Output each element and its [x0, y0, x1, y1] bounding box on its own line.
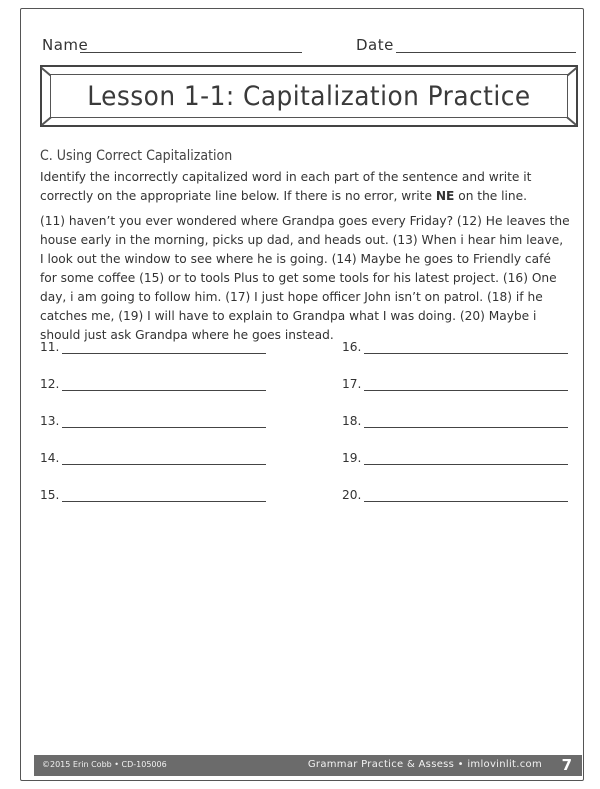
answer-number: 18. [342, 414, 362, 428]
date-label: Date [356, 36, 394, 54]
answer-row [342, 451, 582, 488]
answer-line[interactable] [364, 464, 568, 465]
answer-number: 13. [40, 414, 60, 428]
answer-line[interactable] [364, 501, 568, 502]
footer-bar [34, 755, 582, 776]
passage-paragraph: (11) haven’t you ever wondered where Grandpa goes every Friday? (12) He leaves the house early in the morning, picks up dad, and heads out. (13) When i hear him leave, I look out the window to see where he is going. (14) Maybe he goes to Friendly café for some coffee (15) or to tools Plus to get some tools for his latest project. (16) One day, i am going to follow him. (17) I just hope officer John isn’t on patrol. (18) if he catches me, (19) I will have to explain to Grandpa what I was doing. (20) Maybe i should just ask Grandpa where he goes instead. [40, 214, 570, 342]
instructions-ne: NE [435, 189, 455, 203]
title-inner-frame [50, 74, 568, 118]
answer-line[interactable] [364, 390, 568, 391]
answer-number: 20. [342, 488, 362, 502]
answer-number: 14. [40, 451, 60, 465]
answer-row [342, 340, 582, 377]
answer-number: 16. [342, 340, 362, 354]
section-heading: C. Using Correct Capitalization [40, 148, 233, 164]
answer-row [40, 451, 280, 488]
answer-row [40, 340, 280, 377]
date-line[interactable] [396, 52, 576, 53]
answer-row [342, 414, 582, 451]
answer-row [40, 488, 280, 525]
name-date-row [42, 36, 580, 58]
answer-row [342, 488, 582, 525]
answer-line[interactable] [364, 427, 568, 428]
name-label: Name [42, 36, 89, 54]
answer-line[interactable] [62, 464, 266, 465]
answer-row [40, 414, 280, 451]
answer-line[interactable] [364, 353, 568, 354]
answer-number: 15. [40, 488, 60, 502]
answer-number: 11. [40, 340, 60, 354]
page-number: 7 [561, 756, 572, 774]
answer-number: 19. [342, 451, 362, 465]
name-line[interactable] [80, 52, 302, 53]
answer-number: 12. [40, 377, 60, 391]
answer-row [342, 377, 582, 414]
instructions-text: Identify the incorrectly capitalized word in each part of the sentence and write it correctly on the appropriate line below. If there is no error, write [40, 170, 532, 203]
answer-line[interactable] [62, 501, 266, 502]
answer-line[interactable] [62, 390, 266, 391]
answer-number: 17. [342, 377, 362, 391]
instructions [40, 168, 570, 206]
answer-line[interactable] [62, 427, 266, 428]
answer-column-left [40, 340, 280, 525]
answer-line[interactable] [62, 353, 266, 354]
footer-site: Grammar Practice & Assess • imlovinlit.com [307, 759, 542, 770]
title-box [40, 65, 578, 127]
answer-column-right [342, 340, 582, 525]
answer-row [40, 377, 280, 414]
footer-copyright: ©2015 Erin Cobb • CD-105006 [42, 760, 167, 769]
page-title: Lesson 1-1: Capitalization Practice [87, 80, 531, 112]
instructions-end: on the line. [454, 189, 528, 203]
